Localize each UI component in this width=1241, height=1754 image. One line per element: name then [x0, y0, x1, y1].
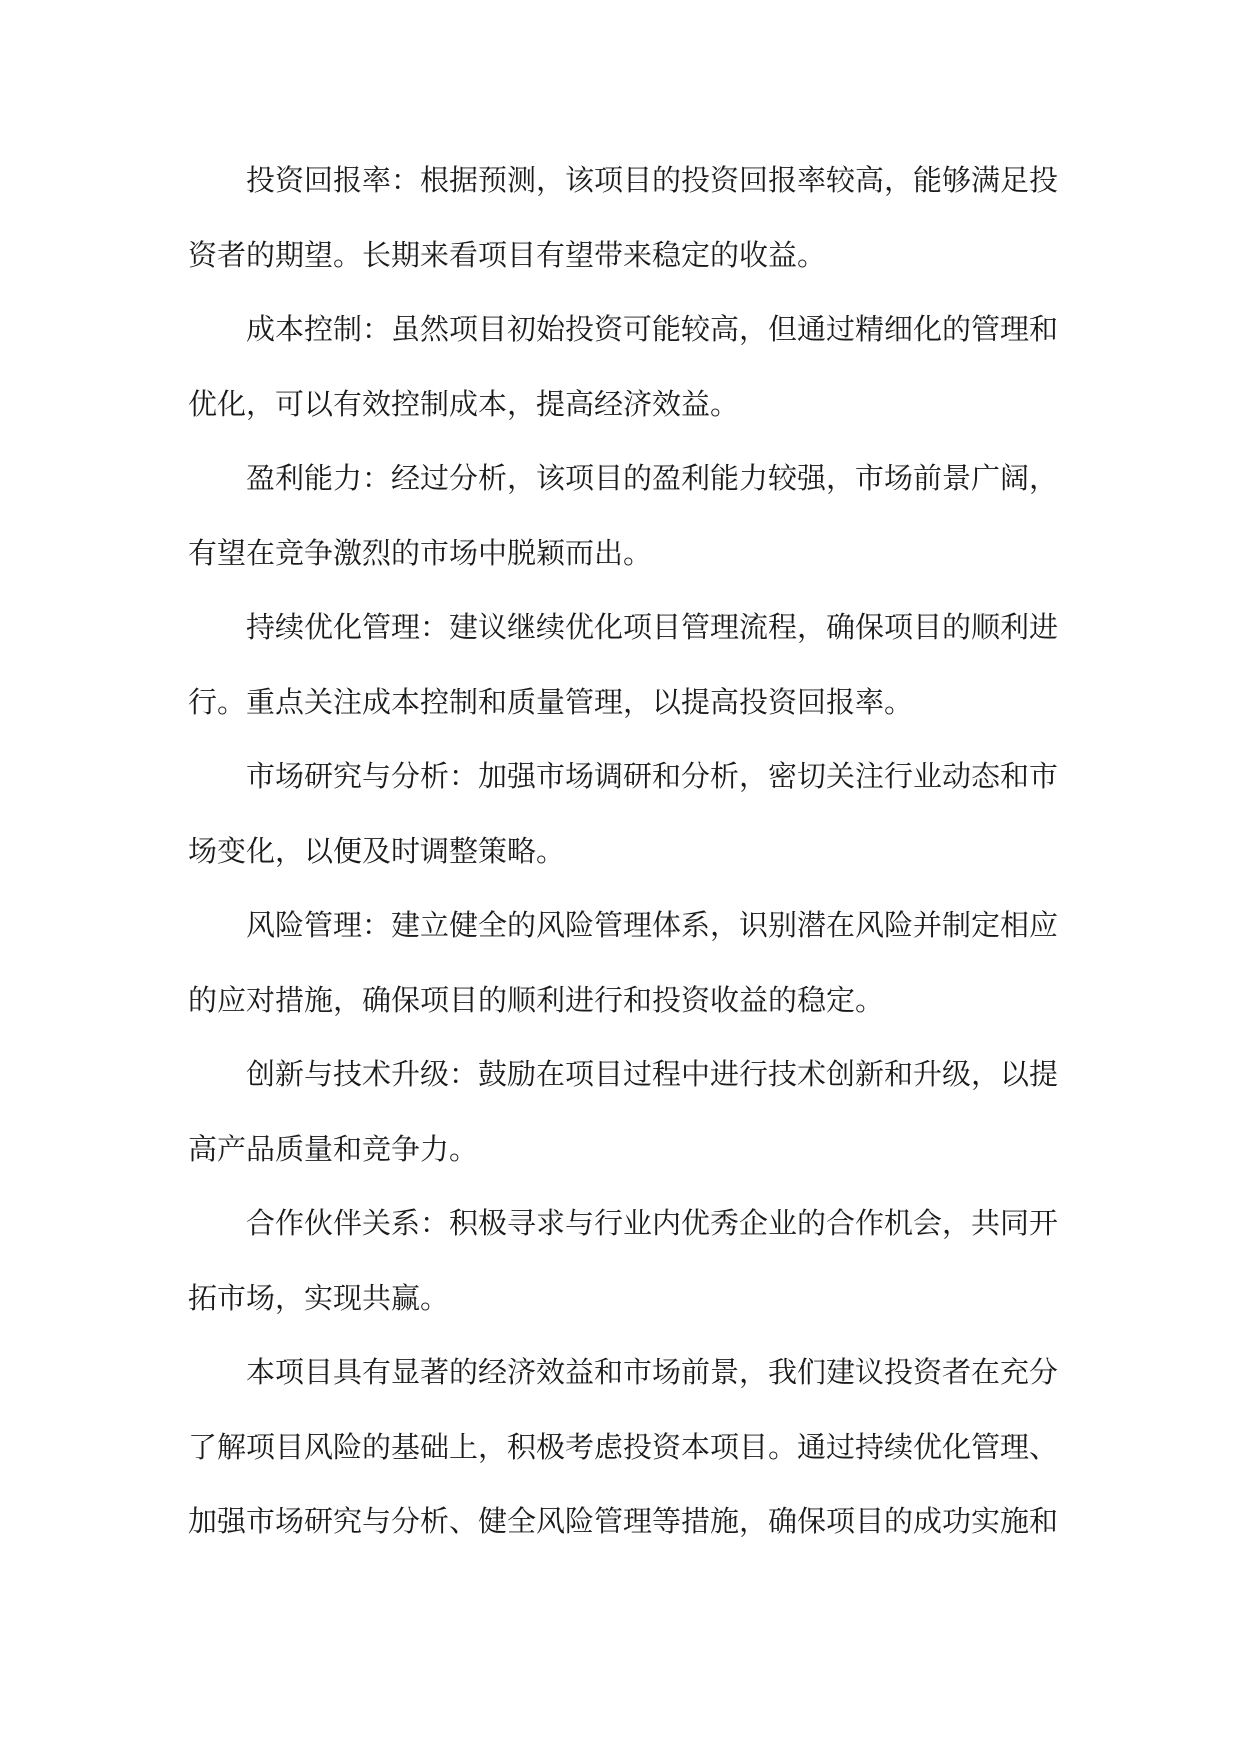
paragraph-risk-management: 风险管理：建立健全的风险管理体系，识别潜在风险并制定相应的应对措施，确保项目的顺利进行和投资收益的稳定。	[188, 908, 1059, 1017]
paragraph-innovation: 创新与技术升级：鼓励在项目过程中进行技术创新和升级，以提高产品质量和竞争力。	[188, 1057, 1059, 1166]
paragraph-partnership: 合作伙伴关系：积极寻求与行业内优秀企业的合作机会，共同开拓市场，实现共赢。	[188, 1206, 1059, 1315]
paragraph-conclusion: 本项目具有显著的经济效益和市场前景，我们建议投资者在充分了解项目风险的基础上，积极考虑投资本项目。通过持续优化管理、加强市场研究与分析、健全风险管理等措施，确保项目的成功实施和	[188, 1355, 1059, 1538]
document-body	[188, 143, 1058, 1559]
paragraph-cost-control: 成本控制：虽然项目初始投资可能较高，但通过精细化的管理和优化，可以有效控制成本，提高经济效益。	[188, 312, 1059, 421]
paragraph-market-research: 市场研究与分析：加强市场调研和分析，密切关注行业动态和市场变化，以便及时调整策略。	[188, 759, 1059, 868]
paragraph-profitability: 盈利能力：经过分析，该项目的盈利能力较强，市场前景广阔，有望在竞争激烈的市场中脱颖而出。	[188, 461, 1059, 570]
paragraph-continuous-optimization: 持续优化管理：建议继续优化项目管理流程，确保项目的顺利进行。重点关注成本控制和质量管理，以提高投资回报率。	[188, 610, 1059, 719]
paragraph-roi: 投资回报率：根据预测，该项目的投资回报率较高，能够满足投资者的期望。长期来看项目有望带来稳定的收益。	[188, 163, 1059, 272]
